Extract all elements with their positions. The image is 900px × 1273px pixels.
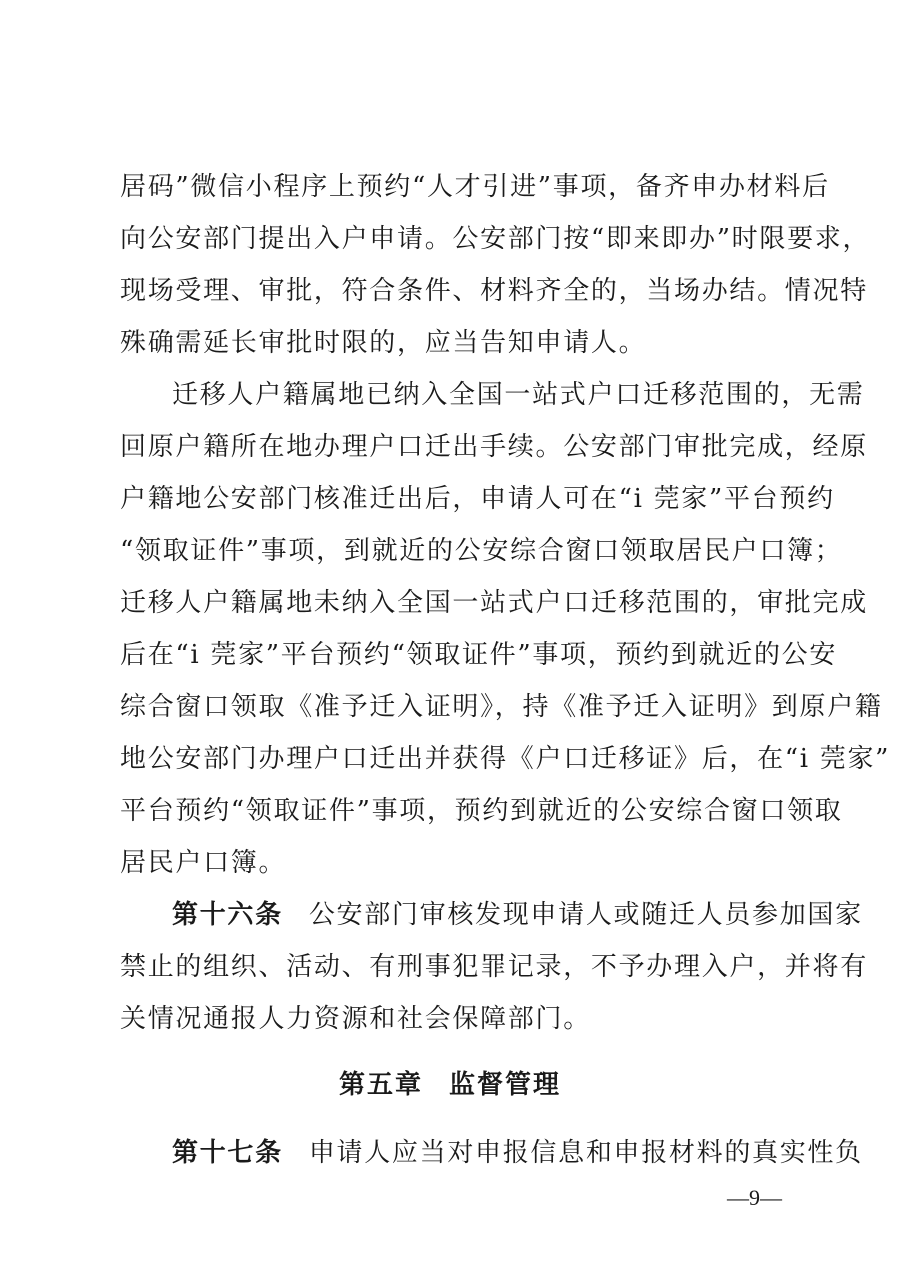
paragraph-2-line-2: 回原户籍所在地办理户口迁出手续。公安部门审批完成，经原 bbox=[120, 432, 868, 462]
paragraph-1-line-4: 殊确需延长审批时限的，应当告知申请人。 bbox=[120, 328, 647, 358]
paragraph-2-line-5: 迁移人户籍属地未纳入全国一站式户口迁移范围的，审批完成 bbox=[120, 588, 868, 618]
article-16-line-2: 禁止的组织、活动、有刑事犯罪记录，不予办理入户，并将有 bbox=[120, 952, 868, 982]
article-16-text-1: 公安部门审核发现申请人或随迁人员参加国家 bbox=[308, 900, 863, 930]
paragraph-2-line-8: 地公安部门办理户口迁出并获得《户口迁移证》后，在“i 莞家” bbox=[120, 744, 891, 774]
paragraph-2-line-7: 综合窗口领取《准予迁入证明》，持《准予迁入证明》到原户籍 bbox=[120, 692, 883, 722]
paragraph-2-line-6: 后在“i 莞家”平台预约“领取证件”事项，预约到就近的公安 bbox=[120, 640, 838, 670]
paragraph-1-line-1: 居码”微信小程序上预约“人才引进”事项，备齐申办材料后 bbox=[120, 172, 830, 202]
article-17-line-1 bbox=[172, 1137, 863, 1169]
chapter-heading bbox=[0, 1069, 900, 1101]
paragraph-1-line-3: 现场受理、审批，符合条件、材料齐全的，当场办结。情况特 bbox=[120, 276, 868, 306]
article-17-label: 第十七条 bbox=[172, 1138, 283, 1168]
chapter-number: 第五章 bbox=[338, 1070, 423, 1100]
paragraph-1-line-2: 向公安部门提出入户申请。公安部门按“即来即办”时限要求， bbox=[120, 224, 871, 254]
paragraph-2-line-10: 居民户口簿。 bbox=[120, 848, 287, 878]
paragraph-2-line-1: 迁移人户籍属地已纳入全国一站式户口迁移范围的，无需 bbox=[172, 380, 865, 410]
chapter-title: 监督管理 bbox=[449, 1070, 562, 1100]
paragraph-2-line-3: 户籍地公安部门核准迁出后，申请人可在“i 莞家”平台预约 bbox=[120, 484, 835, 514]
paragraph-2-line-9: 平台预约“领取证件”事项，预约到就近的公安综合窗口领取 bbox=[120, 796, 843, 826]
article-16-line-1 bbox=[172, 899, 863, 931]
article-16-label: 第十六条 bbox=[172, 900, 283, 930]
paragraph-2-line-4: “领取证件”事项，到就近的公安综合窗口领取居民户口簿； bbox=[120, 536, 843, 566]
article-17-text-1: 申请人应当对申报信息和申报材料的真实性负 bbox=[308, 1138, 863, 1168]
page-number: —9— bbox=[727, 1185, 782, 1210]
article-16-line-3: 关情况通报人力资源和社会保障部门。 bbox=[120, 1004, 591, 1034]
